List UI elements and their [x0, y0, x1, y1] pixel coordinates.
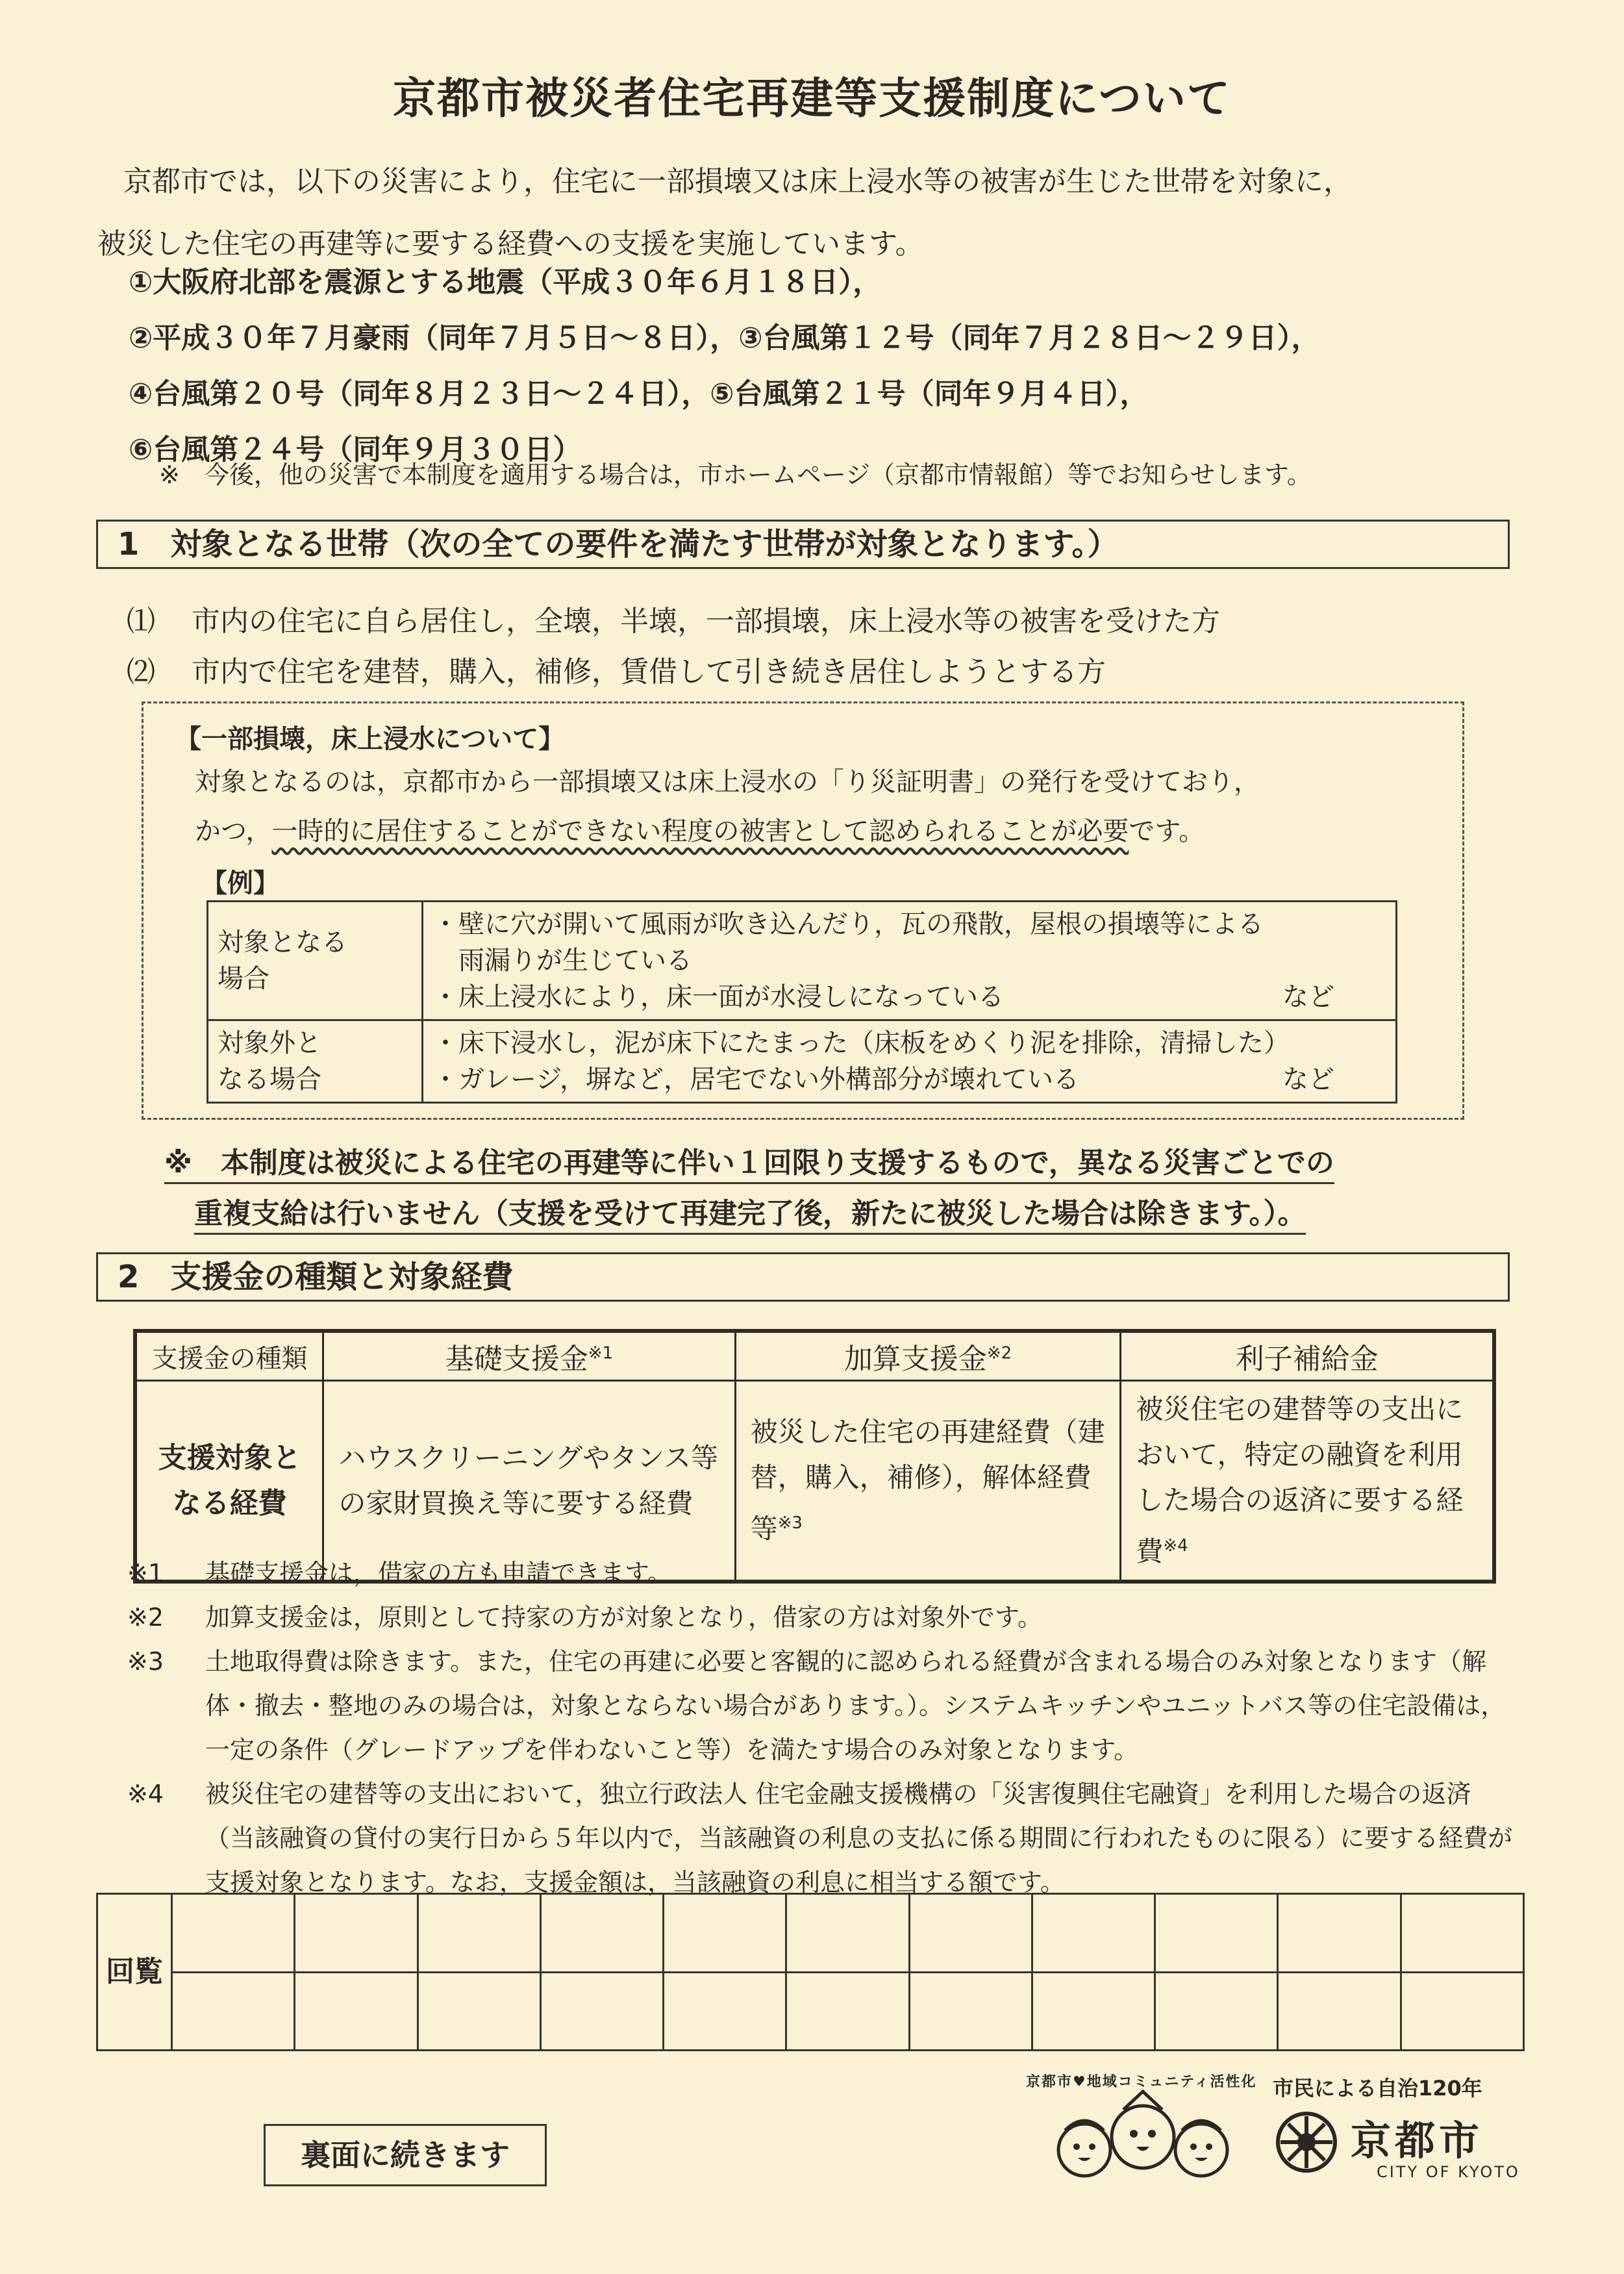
footnote-key: ※2	[127, 1603, 164, 1632]
stamp-cell	[1032, 1894, 1155, 1973]
autonomy-120-years-text: 市民による自治120年	[1273, 2076, 1482, 2101]
example-item-line	[432, 979, 1386, 1015]
box-heading: 【一部損壊，床上浸水について】	[175, 724, 565, 754]
box-text-1: 対象となるのは，京都市から一部損壊又は床上浸水の「り災証明書」の発行を受けており，	[195, 767, 1260, 797]
label-line: 対象となる	[218, 928, 347, 957]
header-basic-support	[323, 1331, 735, 1381]
footnote-key: ※4	[127, 1780, 164, 1808]
disaster-item: ④台風第２０号（同年８月２３日～２４日），⑤台風第２１号（同年９月４日），	[129, 377, 1149, 411]
stamp-cell	[295, 1894, 418, 1973]
example-item: ・床下浸水し，泥が床下にたまった（床板をめくり泥を排除，清掃した）	[432, 1028, 1290, 1058]
stamp-cell	[295, 1972, 418, 2051]
note-line-1: ※ 本制度は被災による住宅の再建等に伴い１回限り支援するもので，異なる災害ごとでの	[164, 1146, 1334, 1184]
stamp-cell	[540, 1894, 663, 1973]
example-row-content	[423, 1020, 1397, 1103]
stamp-cell	[786, 1894, 909, 1973]
requirement-number: ⑴	[127, 605, 155, 638]
stamp-cell	[540, 1972, 663, 2051]
note-line	[164, 1189, 1334, 1239]
stamp-cell	[1401, 1894, 1523, 1973]
box-text-2-post: です。	[1129, 816, 1205, 846]
footnote-key: ※3	[127, 1647, 164, 1676]
cell-basic-support: ハウスクリーニングやタンス等の家財買換え等に要する経費	[323, 1381, 735, 1582]
footnote	[127, 1551, 1517, 1595]
table-row	[97, 1972, 1524, 2051]
footnotes	[127, 1551, 1517, 1904]
footnote-text: 基礎支援金は，借家の方も申請できます。	[205, 1559, 672, 1587]
city-name-english: CITY OF KYOTO	[1377, 2163, 1520, 2181]
circulation-label: 回覧	[97, 1894, 172, 2051]
section1-heading: 1 対象となる世帯（次の全ての要件を満たす世帯が対象となります。）	[96, 520, 1510, 569]
disaster-item: ⑥台風第２４号（同年９月３０日）	[129, 433, 582, 466]
label-line: 支援対象と	[158, 1441, 301, 1474]
table-row	[208, 902, 1397, 1020]
stamp-cell	[1278, 1894, 1401, 1973]
circulation-grid	[96, 1893, 1525, 2051]
stamp-cell	[172, 1972, 295, 2051]
requirement-text: 市内の住宅に自ら居住し，全壊，半壊，一部損壊，床上浸水等の被害を受けた方	[192, 605, 1220, 638]
example-item: ・床上浸水により，床一面が水浸しになっている	[432, 982, 1004, 1012]
mascot-caption: 京都市♥地域コミュニティ活性化	[1026, 2074, 1257, 2090]
label-line: 場合	[218, 964, 269, 994]
one-time-support-note	[164, 1138, 1334, 1239]
footnote-ref: ※4	[1163, 1536, 1188, 1556]
stamp-cell	[909, 1894, 1032, 1973]
box-text-2-pre: かつ，	[195, 816, 272, 846]
stamp-cell	[1155, 1894, 1278, 1973]
example-label: 【例】	[201, 868, 279, 898]
header-interest-subsidy: 利子補給金	[1121, 1331, 1494, 1381]
kyoto-city-crest-icon	[1275, 2111, 1338, 2173]
stamp-cell	[172, 1894, 295, 1973]
footnote-text: 土地取得費は除きます。また，住宅の再建に必要と客観的に認められる経費が含まれる場合のみ対象となります（解体・撤去・整地のみの場合は，対象とならない場合があります。）。システムキッチンやユニットバス等の住宅設備は，一定の条件（グレードアップを伴わないこと等）を満たす場合のみ対象となります。	[205, 1647, 1506, 1764]
example-row-label	[208, 1020, 423, 1103]
cell-text: 被災住宅の建替等の支出において，特定の融資を利用した場合の返済に要する経費	[1136, 1393, 1464, 1567]
example-row-label	[208, 902, 423, 1020]
continue-on-back-label: 裏面に続きます	[264, 2124, 547, 2186]
footnote-text: 加算支援金は，原則として持家の方が対象となり，借家の方は対象外です。	[205, 1603, 1042, 1632]
stamp-cell	[1155, 1972, 1278, 2051]
disaster-note: ※ 今後，他の災害で本制度を適用する場合は，市ホームページ（京都市情報館）等でお知らせします。	[159, 461, 1312, 489]
stamp-cell	[909, 1972, 1032, 2051]
table-row	[97, 1894, 1524, 1973]
box-text-2-emphasis: 一時的に居住することができない程度の被害として認められることが必要	[271, 816, 1129, 846]
stamp-cell	[786, 1972, 909, 2051]
footnote-ref: ※2	[986, 1343, 1012, 1363]
stamp-cell	[664, 1894, 786, 1973]
page-title: 京都市被災者住宅再建等支援制度について	[393, 73, 1231, 123]
label-line: 対象外と	[218, 1028, 321, 1058]
label-line: なる経費	[172, 1486, 287, 1520]
city-name: 京都市	[1351, 2117, 1484, 2164]
stamp-cell	[664, 1972, 786, 2051]
intro-line-1: 京都市では，以下の災害により，住宅に一部損壊又は床上浸水等の被害が生じた世帯を対象に，	[123, 165, 1352, 198]
example-table	[206, 900, 1397, 1104]
stamp-cell	[418, 1972, 540, 2051]
footnote-key: ※1	[127, 1559, 164, 1587]
example-item: ・ガレージ，塀など，居宅でない外構部分が壊れている	[432, 1065, 1079, 1094]
section2-heading: 2 支援金の種類と対象経費	[96, 1252, 1510, 1302]
footnote	[127, 1639, 1517, 1772]
stamp-cell	[418, 1894, 540, 1973]
example-item: ・壁に穴が開いて風雨が吹き込んだり，瓦の飛散，屋根の損壊等による	[432, 909, 1264, 939]
note-line	[164, 1138, 1334, 1189]
etc-label: など	[1282, 1065, 1334, 1094]
table-header-row	[135, 1331, 1494, 1381]
requirement-item	[127, 598, 1220, 639]
header-additional-support	[735, 1331, 1121, 1381]
disaster-item: ①大阪府北部を震源とする地震（平成３０年６月１８日），	[129, 266, 882, 299]
requirement-text: 市内で住宅を建替，購入，補修，賃借して引き続き居住しようとする方	[192, 655, 1106, 689]
cell-text: 被災した住宅の再建経費（建替，購入，補修），解体経費等	[750, 1416, 1105, 1545]
requirement-number: ⑵	[127, 655, 155, 689]
support-type-table	[133, 1329, 1496, 1584]
stamp-cell	[1278, 1972, 1401, 2051]
header-text: 加算支援金	[843, 1343, 987, 1376]
etc-label: など	[1282, 982, 1334, 1012]
intro-line-2: 被災した住宅の再建等に要する経費への支援を実施しています。	[97, 227, 924, 260]
disaster-item: ②平成３０年７月豪雨（同年７月５日～８日），③台風第１２号（同年７月２８日～２９日），	[129, 322, 1320, 355]
table-row	[208, 1020, 1397, 1103]
stamp-cell	[1032, 1972, 1155, 2051]
example-row-content	[423, 902, 1397, 1020]
footnote-ref: ※1	[588, 1343, 614, 1363]
footnote	[127, 1595, 1517, 1639]
example-item: 雨漏りが生じている	[458, 946, 692, 976]
box-text-2	[195, 811, 1205, 848]
community-mascot-icon	[1039, 2072, 1247, 2195]
header-support-type: 支援金の種類	[135, 1331, 323, 1381]
example-item-line	[432, 1061, 1386, 1098]
footnote	[127, 1772, 1517, 1904]
note-line-2: 重複支給は行いません（支援を受けて再建完了後，新たに被災した場合は除きます。）。	[194, 1197, 1306, 1235]
stamp-cell	[1401, 1972, 1523, 2051]
footnote-text: 被災住宅の建替等の支出において，独立行政法人 住宅金融支援機構の「災害復興住宅融資」を利用した場合の返済（当該融資の貸付の実行日から５年以内で，当該融資の利息の支払に係る期間に行われたものに限る）に要する経費が支援対象となります。なお，支援金額は，当該融資の利息に相当する額です。	[205, 1780, 1513, 1897]
footnote-ref: ※3	[777, 1513, 803, 1533]
requirement-item	[127, 648, 1106, 690]
label-line: なる場合	[218, 1065, 321, 1094]
disaster-list	[129, 255, 1320, 478]
header-text: 基礎支援金	[445, 1343, 588, 1376]
